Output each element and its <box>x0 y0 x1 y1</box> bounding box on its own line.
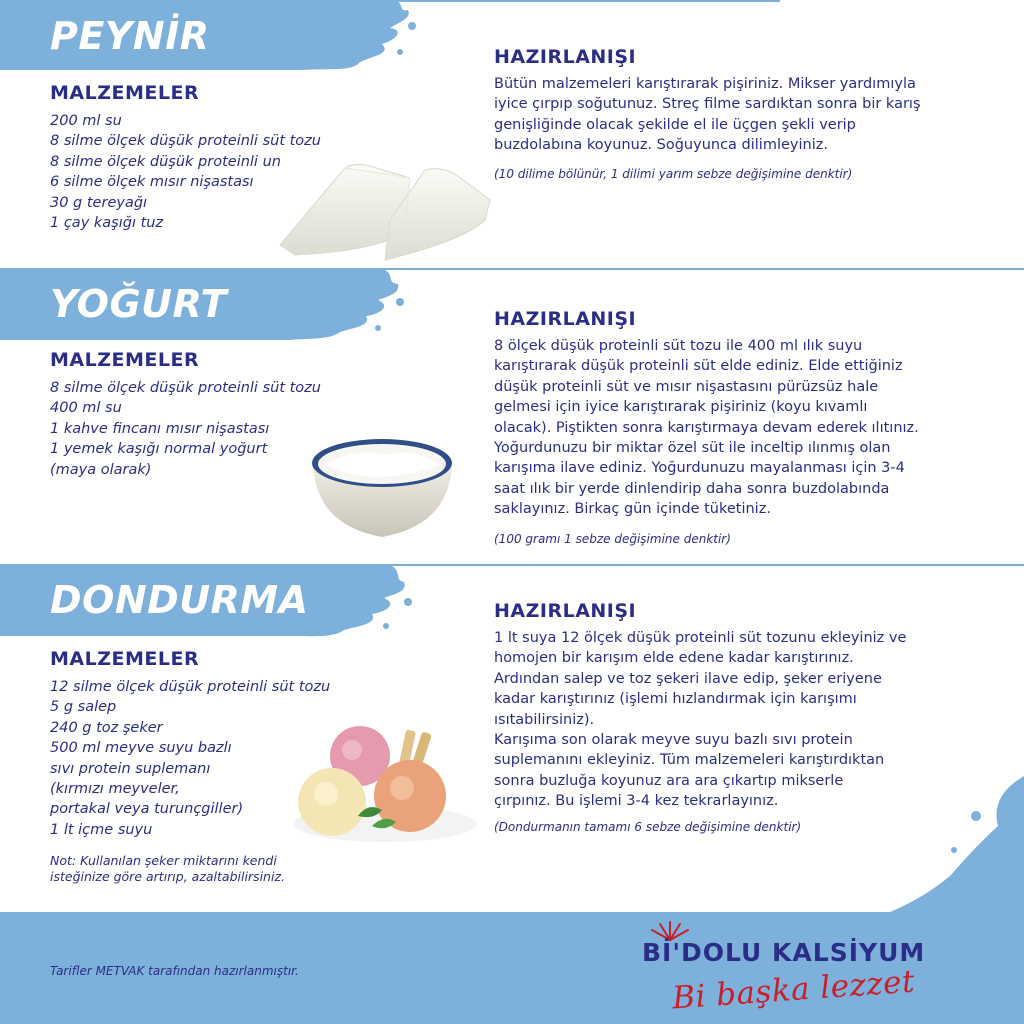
prep-line: Ardından salep ve toz şekeri ilave edip, şeker eriyene <box>494 670 882 687</box>
prep-line: buzdolabına koyunuz. Soğuyunca dilimleyiniz. <box>494 137 828 154</box>
list-item: (kırmızı meyveler, <box>50 781 180 798</box>
list-item: 8 silme ölçek düşük proteinli süt tozu <box>50 133 321 150</box>
list-item: 500 ml meyve suyu bazlı <box>50 740 232 757</box>
list-item: 1 çay kaşığı tuz <box>50 215 164 232</box>
prep-line: saat ılık bir yerde dinlendirip daha sonra buzdolabında <box>494 480 890 497</box>
section-title: YOĞURT <box>50 282 227 326</box>
prep-heading: HAZIRLANIŞI <box>494 46 637 68</box>
list-item: 1 kahve fincanı mısır nişastası <box>50 420 270 437</box>
milk-splash-corner <box>880 776 1024 916</box>
list-item: sıvı protein suplemanı <box>50 760 211 777</box>
brand-name: Bİ'DOLU KALSİYUM <box>642 938 926 967</box>
prep-line: düşük proteinli süt ve mısır nişastasını pürüzsüz hale <box>494 378 879 395</box>
list-item: portakal veya turunçgiller) <box>50 801 244 818</box>
prep-line: Bütün malzemeleri karıştırarak pişiriniz. Mikser yardımıyla <box>494 76 916 92</box>
yogurt-bowl-image <box>305 425 460 545</box>
prep-line: saklayınız. Birkaç gün içinde tüketiniz. <box>494 501 771 518</box>
section-title: PEYNİR <box>50 14 210 58</box>
top-rule <box>0 0 780 2</box>
prep-line: 1 lt suya 12 ölçek düşük proteinli süt tozunu ekleyiniz ve <box>494 630 907 646</box>
prep-line: ısıtabilirsiniz). <box>494 711 595 728</box>
ice-cream-scoops-image <box>290 724 480 846</box>
recipe-section-yogurt <box>0 270 1024 566</box>
sugar-note <box>50 853 350 885</box>
prep-line: genişliğinde olacak şekilde el ile üçgen şekli verip <box>494 116 856 133</box>
list-item: 1 lt içme suyu <box>50 821 153 838</box>
note-line: isteğinize göre artırıp, azaltabilirsiniz. <box>50 869 285 884</box>
prep-line: olacak). Piştikten sonra karıştırmaya devam ederek ılıtınız. <box>494 419 919 436</box>
section-title: DONDURMA <box>50 578 309 622</box>
prep-line: Karışıma son olarak meyve suyu bazlı sıvı protein <box>494 732 853 749</box>
prep-line: iyice çırpıp soğutunuz. Streç filme sardıktan sonra bir karış <box>494 96 921 113</box>
serving-note: (Dondurmanın tamamı 6 sebze değişimine denktir) <box>494 820 802 834</box>
list-item: (maya olarak) <box>50 461 152 478</box>
prep-text <box>494 336 994 520</box>
prep-line: kadar karıştırınız (işlemi hızlandırmak için karışımı <box>494 691 857 708</box>
ingredients-heading: MALZEMELER <box>50 349 200 371</box>
list-item: 30 g tereyağı <box>50 194 148 211</box>
ingredients-list <box>50 378 321 480</box>
ingredients-list <box>50 677 330 840</box>
ingredients-heading: MALZEMELER <box>50 82 200 104</box>
serving-note: (100 gramı 1 sebze değişimine denktir) <box>494 532 731 546</box>
prep-heading: HAZIRLANIŞI <box>494 308 637 330</box>
list-item: 8 silme ölçek düşük proteinli un <box>50 153 281 170</box>
serving-note: (10 dilime bölünür, 1 dilimi yarım sebze değişimine denktir) <box>494 167 853 181</box>
prep-line: karıştırarak düşük proteinli süt elde ediniz. Elde ettiğiniz <box>494 358 903 375</box>
note-line: Not: Kullanılan şeker miktarını kendi <box>50 853 277 868</box>
prep-line: homojen bir karışım elde edene kadar karıştırınız. <box>494 650 854 667</box>
recipe-section-ice-cream <box>0 566 1024 912</box>
prep-line: sonra buzluğa koyunuz ara ara çıkartıp mikserle <box>494 772 844 789</box>
prep-heading: HAZIRLANIŞI <box>494 600 637 622</box>
prep-text <box>494 74 994 156</box>
cheese-wedges-image <box>275 160 495 265</box>
ingredients-heading: MALZEMELER <box>50 648 200 670</box>
list-item: 200 ml su <box>50 113 122 129</box>
list-item: 6 silme ölçek mısır nişastası <box>50 174 254 191</box>
prep-line: suplemanını ekleyiniz. Tüm malzemeleri karıştırdıktan <box>494 752 885 769</box>
prep-line: karışıma ilave ediniz. Yoğurdunuzu mayalanması için 3-4 <box>494 460 905 477</box>
footer-band <box>0 912 1024 1024</box>
list-item: 8 silme ölçek düşük proteinli süt tozu <box>50 380 321 396</box>
brand-slogan: Bi başka lezzet <box>671 963 917 1017</box>
recipe-credit: Tarifler METVAK tarafından hazırlanmıştır. <box>50 964 299 978</box>
list-item: 400 ml su <box>50 400 122 417</box>
prep-line: Yoğurdunuzu bir miktar özel süt ile inceltip ılınmış olan <box>494 440 891 457</box>
prep-line: çırpınız. Bu işlemi 3-4 kez tekrarlayınız. <box>494 793 779 810</box>
recipe-section-cheese <box>0 0 1024 270</box>
list-item: 12 silme ölçek düşük proteinli süt tozu <box>50 679 331 695</box>
prep-line: gelmesi için iyice karıştırarak pişiriniz (koyu kıvamlı <box>494 399 868 416</box>
list-item: 240 g toz şeker <box>50 719 163 736</box>
list-item: 5 g salep <box>50 699 117 716</box>
prep-line: 8 ölçek düşük proteinli süt tozu ile 400 ml ılık suyu <box>494 338 863 354</box>
list-item: 1 yemek kaşığı normal yoğurt <box>50 441 268 458</box>
